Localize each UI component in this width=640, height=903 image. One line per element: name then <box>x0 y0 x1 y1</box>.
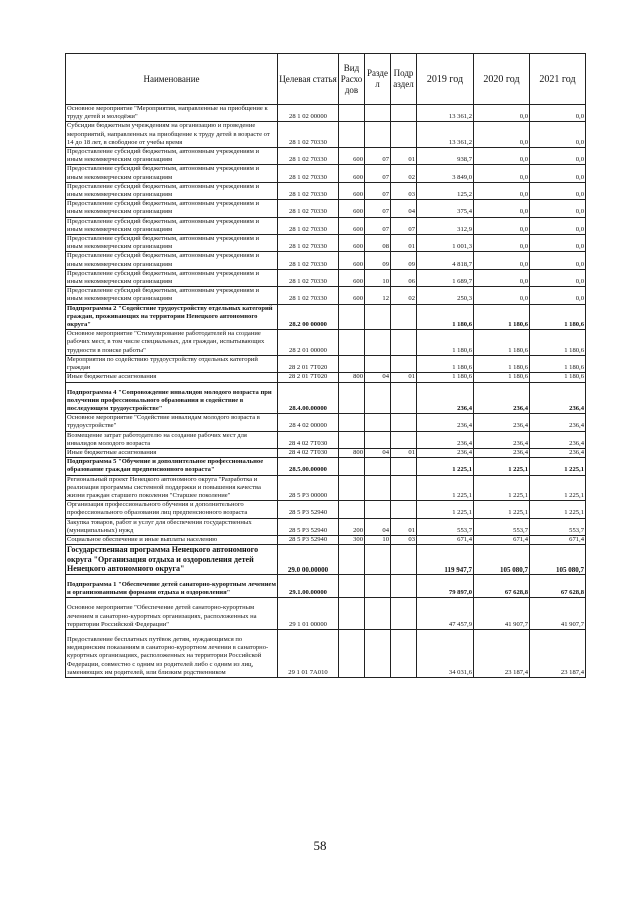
cell-name: Предоставление субсидий бюджетным, автономным учреждениям и иным некоммерческим организациям <box>66 148 278 165</box>
cell-name: Региональный проект Ненецкого автономного округа "Разработка и реализация программы системной поддержки и повышения качества жизни граждан старшего поколения "Старшее поколение" <box>66 475 278 501</box>
cell-target-article: 28 1 02 00000 <box>278 105 339 122</box>
cell-expense-type <box>339 414 365 431</box>
cell-subsection <box>391 105 417 122</box>
cell-subsection: 03 <box>391 182 417 199</box>
cell-amount-2019: 3 849,0 <box>417 165 474 182</box>
cell-amount-2020: 236,4 <box>474 431 530 448</box>
table-row <box>66 518 586 535</box>
cell-name: Предоставление субсидий бюджетным, автономным учреждениям и иным некоммерческим организациям <box>66 235 278 252</box>
cell-name: Подпрограмма 4 "Сопровождение инвалидов молодого возраста при получении профессионального образования и содействие в последующем трудоустройстве" <box>66 382 278 414</box>
cell-name: Организация профессионального обучения и дополнительного профессионального образования лиц предпенсионного возраста <box>66 501 278 518</box>
cell-target-article: 28 1 02 70330 <box>278 252 339 269</box>
cell-amount-2020: 23 187,4 <box>474 629 530 677</box>
cell-expense-type: 800 <box>339 448 365 457</box>
table-row <box>66 182 586 199</box>
table-row <box>66 122 586 148</box>
cell-section <box>365 475 391 501</box>
cell-expense-type <box>339 629 365 677</box>
cell-amount-2019: 1 689,7 <box>417 269 474 286</box>
cell-section <box>365 458 391 475</box>
cell-name: Предоставление бесплатных путёвок детям, нуждающимся по медицинским показаниям в санаторно-курортном лечении в санаторно-курортных организациях, расположенных на территории Российской Федерации, совместно с одним из родителей либо с одним из лиц, заменяющих им родителей, или близким родственником <box>66 629 278 677</box>
cell-expense-type: 600 <box>339 269 365 286</box>
cell-amount-2021: 1 180,6 <box>530 330 586 356</box>
cell-subsection: 01 <box>391 148 417 165</box>
cell-amount-2019: 1 225,1 <box>417 458 474 475</box>
cell-amount-2020: 1 180,6 <box>474 373 530 382</box>
cell-target-article: 29 1 01 7А010 <box>278 629 339 677</box>
cell-name: Иные бюджетные ассигнования <box>66 373 278 382</box>
cell-amount-2020: 1 225,1 <box>474 475 530 501</box>
cell-amount-2019: 671,4 <box>417 535 474 544</box>
cell-amount-2020: 0,0 <box>474 287 530 304</box>
table-row <box>66 165 586 182</box>
header-expense-type: Вид Расхо дов <box>339 54 365 105</box>
table-row <box>66 373 586 382</box>
cell-amount-2021: 1 180,6 <box>530 355 586 372</box>
table-row <box>66 448 586 457</box>
cell-amount-2020: 0,0 <box>474 122 530 148</box>
cell-amount-2021: 1 180,6 <box>530 304 586 330</box>
cell-target-article: 28 1 02 70330 <box>278 287 339 304</box>
cell-subsection: 01 <box>391 235 417 252</box>
cell-target-article: 29 1 01 00000 <box>278 598 339 630</box>
cell-section: 04 <box>365 518 391 535</box>
cell-subsection <box>391 501 417 518</box>
cell-name: Подпрограмма 2 "Содействие трудоустройству отдельных категорий граждан, проживающих на территории Ненецкого автономного округа" <box>66 304 278 330</box>
header-target-article: Целевая статья <box>278 54 339 105</box>
cell-section <box>365 355 391 372</box>
cell-expense-type <box>339 330 365 356</box>
cell-amount-2019: 375,4 <box>417 200 474 217</box>
cell-amount-2019: 1 180,6 <box>417 304 474 330</box>
header-name: Наименование <box>66 54 278 105</box>
cell-target-article: 28.4.00.00000 <box>278 382 339 414</box>
header-year-2020: 2020 год <box>474 54 530 105</box>
cell-amount-2021: 236,4 <box>530 431 586 448</box>
cell-target-article: 28 1 02 70330 <box>278 200 339 217</box>
cell-amount-2021: 0,0 <box>530 269 586 286</box>
cell-expense-type: 300 <box>339 535 365 544</box>
cell-amount-2020: 236,4 <box>474 414 530 431</box>
cell-subsection: 09 <box>391 252 417 269</box>
cell-section <box>365 431 391 448</box>
cell-name: Возмещение затрат работодателю на создание рабочих мест для инвалидов молодого возраста <box>66 431 278 448</box>
cell-expense-type: 600 <box>339 165 365 182</box>
cell-target-article: 28 1 02 70330 <box>278 182 339 199</box>
cell-section: 07 <box>365 182 391 199</box>
cell-expense-type: 800 <box>339 373 365 382</box>
cell-section <box>365 501 391 518</box>
cell-name: Предоставление субсидий бюджетным, автономным учреждениям и иным некоммерческим организациям <box>66 252 278 269</box>
table-row <box>66 252 586 269</box>
cell-amount-2019: 13 361,2 <box>417 122 474 148</box>
cell-name: Предоставление субсидий бюджетным, автономным учреждениям и иным некоммерческим организациям <box>66 269 278 286</box>
table-row <box>66 501 586 518</box>
cell-amount-2021: 236,4 <box>530 382 586 414</box>
cell-section <box>365 304 391 330</box>
cell-subsection: 01 <box>391 448 417 457</box>
cell-section: 07 <box>365 148 391 165</box>
cell-expense-type: 200 <box>339 518 365 535</box>
cell-amount-2019: 1 180,6 <box>417 373 474 382</box>
cell-expense-type: 600 <box>339 252 365 269</box>
table-row <box>66 105 586 122</box>
cell-target-article: 29.1.00.00000 <box>278 574 339 597</box>
cell-name: Основное мероприятие "Содействие инвалидам молодого возраста в трудоустройстве" <box>66 414 278 431</box>
cell-amount-2020: 0,0 <box>474 105 530 122</box>
header-subsection: Подр аздел <box>391 54 417 105</box>
cell-amount-2019: 236,4 <box>417 414 474 431</box>
cell-amount-2021: 0,0 <box>530 165 586 182</box>
cell-expense-type <box>339 475 365 501</box>
cell-expense-type <box>339 382 365 414</box>
cell-subsection: 04 <box>391 200 417 217</box>
cell-section <box>365 598 391 630</box>
cell-expense-type <box>339 501 365 518</box>
table-header-row <box>66 54 586 105</box>
table-row <box>66 574 586 597</box>
cell-target-article: 28 4 02 7Т030 <box>278 431 339 448</box>
cell-amount-2019: 236,4 <box>417 431 474 448</box>
cell-section: 07 <box>365 217 391 234</box>
cell-amount-2019: 938,7 <box>417 148 474 165</box>
table-row <box>66 431 586 448</box>
budget-table <box>65 53 586 678</box>
table-row <box>66 200 586 217</box>
cell-target-article: 28 4 02 7Т030 <box>278 448 339 457</box>
cell-name: Мероприятия по содействию трудоустройству отдельных категорий граждан <box>66 355 278 372</box>
cell-amount-2020: 236,4 <box>474 382 530 414</box>
table-row <box>66 217 586 234</box>
table-row <box>66 475 586 501</box>
cell-amount-2020: 1 180,6 <box>474 355 530 372</box>
cell-expense-type: 600 <box>339 200 365 217</box>
cell-amount-2021: 0,0 <box>530 148 586 165</box>
cell-name: Социальное обеспечение и иные выплаты населению <box>66 535 278 544</box>
cell-section <box>365 382 391 414</box>
cell-name: Предоставление субсидий бюджетным, автономным учреждениям и иным некоммерческим организациям <box>66 165 278 182</box>
cell-amount-2021: 236,4 <box>530 448 586 457</box>
cell-target-article: 28.2 00 00000 <box>278 304 339 330</box>
cell-amount-2019: 79 897,0 <box>417 574 474 597</box>
cell-section: 07 <box>365 200 391 217</box>
cell-amount-2020: 1 180,6 <box>474 304 530 330</box>
cell-subsection <box>391 629 417 677</box>
cell-target-article: 28 2 01 00000 <box>278 330 339 356</box>
cell-subsection <box>391 458 417 475</box>
table-row <box>66 269 586 286</box>
cell-expense-type <box>339 355 365 372</box>
cell-section <box>365 414 391 431</box>
cell-amount-2019: 119 947,7 <box>417 545 474 575</box>
cell-expense-type <box>339 598 365 630</box>
table-row <box>66 414 586 431</box>
table-row <box>66 535 586 544</box>
cell-subsection: 07 <box>391 217 417 234</box>
cell-amount-2021: 671,4 <box>530 535 586 544</box>
cell-name: Предоставление субсидий бюджетным, автономным учреждениям и иным некоммерческим организациям <box>66 200 278 217</box>
cell-name: Основное мероприятие "Мероприятия, направленные на приобщение к труду детей и молодёжи" <box>66 105 278 122</box>
cell-section <box>365 545 391 575</box>
cell-amount-2020: 1 225,1 <box>474 458 530 475</box>
cell-section: 04 <box>365 448 391 457</box>
cell-subsection: 06 <box>391 269 417 286</box>
cell-amount-2020: 0,0 <box>474 252 530 269</box>
cell-target-article: 28 5 P3 52940 <box>278 518 339 535</box>
cell-expense-type <box>339 545 365 575</box>
header-section: Разде л <box>365 54 391 105</box>
cell-subsection: 01 <box>391 373 417 382</box>
table-row <box>66 148 586 165</box>
cell-name: Предоставление субсидий бюджетным, автономным учреждениям и иным некоммерческим организациям <box>66 182 278 199</box>
cell-amount-2019: 4 818,7 <box>417 252 474 269</box>
cell-subsection <box>391 414 417 431</box>
cell-target-article: 28 2 01 7Т020 <box>278 355 339 372</box>
cell-amount-2019: 125,2 <box>417 182 474 199</box>
cell-amount-2020: 105 080,7 <box>474 545 530 575</box>
cell-amount-2021: 1 225,1 <box>530 458 586 475</box>
table-row <box>66 598 586 630</box>
cell-target-article: 28 5 P3 00000 <box>278 475 339 501</box>
table-row <box>66 629 586 677</box>
cell-target-article: 28 5 P3 52940 <box>278 535 339 544</box>
cell-expense-type <box>339 431 365 448</box>
cell-subsection <box>391 304 417 330</box>
cell-amount-2021: 0,0 <box>530 105 586 122</box>
cell-amount-2019: 13 361,2 <box>417 105 474 122</box>
cell-name: Закупка товаров, работ и услуг для обеспечения государственных (муниципальных) нужд <box>66 518 278 535</box>
cell-expense-type <box>339 304 365 330</box>
cell-subsection <box>391 574 417 597</box>
cell-target-article: 28 4 02 00000 <box>278 414 339 431</box>
cell-amount-2020: 0,0 <box>474 235 530 252</box>
cell-subsection: 02 <box>391 165 417 182</box>
cell-section <box>365 629 391 677</box>
table-row <box>66 355 586 372</box>
cell-name: Субсидии бюджетным учреждениям на организацию и проведение мероприятий, направленных на приобщение к труду детей в возрасте от 14 до 18 лет, в свободное от учебы время <box>66 122 278 148</box>
page-number: 58 <box>313 838 327 853</box>
cell-expense-type <box>339 105 365 122</box>
cell-amount-2020: 236,4 <box>474 448 530 457</box>
cell-amount-2019: 47 457,9 <box>417 598 474 630</box>
cell-amount-2020: 553,7 <box>474 518 530 535</box>
cell-section <box>365 330 391 356</box>
cell-amount-2021: 553,7 <box>530 518 586 535</box>
cell-amount-2021: 105 080,7 <box>530 545 586 575</box>
cell-section: 10 <box>365 535 391 544</box>
cell-amount-2021: 0,0 <box>530 235 586 252</box>
cell-expense-type: 600 <box>339 148 365 165</box>
cell-target-article: 28 1 02 70330 <box>278 217 339 234</box>
cell-amount-2020: 1 180,6 <box>474 330 530 356</box>
cell-amount-2021: 23 187,4 <box>530 629 586 677</box>
cell-amount-2021: 0,0 <box>530 217 586 234</box>
cell-section: 08 <box>365 235 391 252</box>
cell-target-article: 28 1 02 70330 <box>278 235 339 252</box>
cell-section: 10 <box>365 269 391 286</box>
cell-target-article: 28.5.00.00000 <box>278 458 339 475</box>
cell-amount-2020: 0,0 <box>474 269 530 286</box>
cell-amount-2021: 0,0 <box>530 122 586 148</box>
cell-expense-type: 600 <box>339 182 365 199</box>
cell-amount-2021: 0,0 <box>530 287 586 304</box>
cell-amount-2019: 1 180,6 <box>417 355 474 372</box>
cell-target-article: 28 1 02 70330 <box>278 148 339 165</box>
header-year-2021: 2021 год <box>530 54 586 105</box>
cell-amount-2020: 0,0 <box>474 182 530 199</box>
cell-subsection <box>391 598 417 630</box>
table-row <box>66 235 586 252</box>
table-row <box>66 458 586 475</box>
cell-expense-type <box>339 122 365 148</box>
cell-target-article: 28 5 P3 52940 <box>278 501 339 518</box>
cell-amount-2021: 236,4 <box>530 414 586 431</box>
cell-name: Основное мероприятие "Стимулирование работодателей на создание рабочих мест, в том числе специальных, для граждан, испытывающих трудности в поиске работы" <box>66 330 278 356</box>
cell-name: Предоставление субсидий бюджетным, автономным учреждениям и иным некоммерческим организациям <box>66 217 278 234</box>
cell-amount-2019: 34 031,6 <box>417 629 474 677</box>
cell-expense-type: 600 <box>339 217 365 234</box>
cell-subsection: 03 <box>391 535 417 544</box>
cell-amount-2020: 1 225,1 <box>474 501 530 518</box>
cell-target-article: 28 1 02 70330 <box>278 122 339 148</box>
cell-subsection <box>391 545 417 575</box>
cell-amount-2021: 0,0 <box>530 182 586 199</box>
cell-section: 04 <box>365 373 391 382</box>
cell-section <box>365 574 391 597</box>
cell-subsection <box>391 355 417 372</box>
cell-target-article: 28 1 02 70330 <box>278 165 339 182</box>
cell-amount-2021: 1 225,1 <box>530 501 586 518</box>
cell-amount-2021: 67 628,8 <box>530 574 586 597</box>
cell-section: 12 <box>365 287 391 304</box>
table-row <box>66 330 586 356</box>
cell-subsection: 01 <box>391 518 417 535</box>
cell-target-article: 28 2 01 7Т020 <box>278 373 339 382</box>
cell-amount-2021: 0,0 <box>530 200 586 217</box>
cell-expense-type <box>339 458 365 475</box>
cell-amount-2020: 67 628,8 <box>474 574 530 597</box>
cell-target-article: 29.0 00.00000 <box>278 545 339 575</box>
cell-subsection <box>391 122 417 148</box>
cell-amount-2019: 1 225,1 <box>417 501 474 518</box>
cell-amount-2019: 1 225,1 <box>417 475 474 501</box>
cell-amount-2020: 0,0 <box>474 217 530 234</box>
cell-amount-2019: 312,9 <box>417 217 474 234</box>
cell-expense-type <box>339 574 365 597</box>
cell-amount-2020: 671,4 <box>474 535 530 544</box>
cell-name: Подпрограмма 1 "Обеспечение детей санаторно-курортным лечением и организованными формами отдыха и оздоровления" <box>66 574 278 597</box>
budget-sheet <box>65 53 585 678</box>
cell-amount-2019: 236,4 <box>417 382 474 414</box>
cell-section <box>365 105 391 122</box>
table-row <box>66 382 586 414</box>
cell-name: Основное мероприятие "Обеспечение детей санаторно-курортным лечением в санаторно-курортных организациях, расположенных на территории Российской Федерации" <box>66 598 278 630</box>
cell-amount-2019: 236,4 <box>417 448 474 457</box>
table-row <box>66 545 586 575</box>
cell-amount-2019: 1 001,3 <box>417 235 474 252</box>
table-row <box>66 287 586 304</box>
cell-amount-2020: 0,0 <box>474 148 530 165</box>
cell-section: 07 <box>365 165 391 182</box>
cell-expense-type: 600 <box>339 235 365 252</box>
cell-subsection <box>391 330 417 356</box>
cell-amount-2019: 1 180,6 <box>417 330 474 356</box>
cell-amount-2020: 0,0 <box>474 165 530 182</box>
cell-amount-2021: 1 225,1 <box>530 475 586 501</box>
cell-amount-2021: 1 180,6 <box>530 373 586 382</box>
cell-name: Предоставление субсидий бюджетным, автономным учреждениям и иным некоммерческим организациям <box>66 287 278 304</box>
cell-subsection <box>391 382 417 414</box>
header-year-2019: 2019 год <box>417 54 474 105</box>
cell-name: Подпрограмма 5 "Обучение и дополнительное профессиональное образование граждан предпенсионного возраста" <box>66 458 278 475</box>
cell-section <box>365 122 391 148</box>
table-row <box>66 304 586 330</box>
cell-name: Иные бюджетные ассигнования <box>66 448 278 457</box>
cell-subsection: 02 <box>391 287 417 304</box>
table-body <box>66 105 586 678</box>
cell-amount-2020: 0,0 <box>474 200 530 217</box>
cell-amount-2020: 41 907,7 <box>474 598 530 630</box>
cell-amount-2021: 41 907,7 <box>530 598 586 630</box>
cell-amount-2019: 553,7 <box>417 518 474 535</box>
cell-target-article: 28 1 02 70330 <box>278 269 339 286</box>
cell-subsection <box>391 431 417 448</box>
cell-amount-2019: 250,3 <box>417 287 474 304</box>
cell-section: 09 <box>365 252 391 269</box>
cell-amount-2021: 0,0 <box>530 252 586 269</box>
cell-name: Государственная программа Ненецкого автономного округа "Организация отдыха и оздоровления детей Ненецкого автономного округа" <box>66 545 278 575</box>
cell-expense-type: 600 <box>339 287 365 304</box>
cell-subsection <box>391 475 417 501</box>
